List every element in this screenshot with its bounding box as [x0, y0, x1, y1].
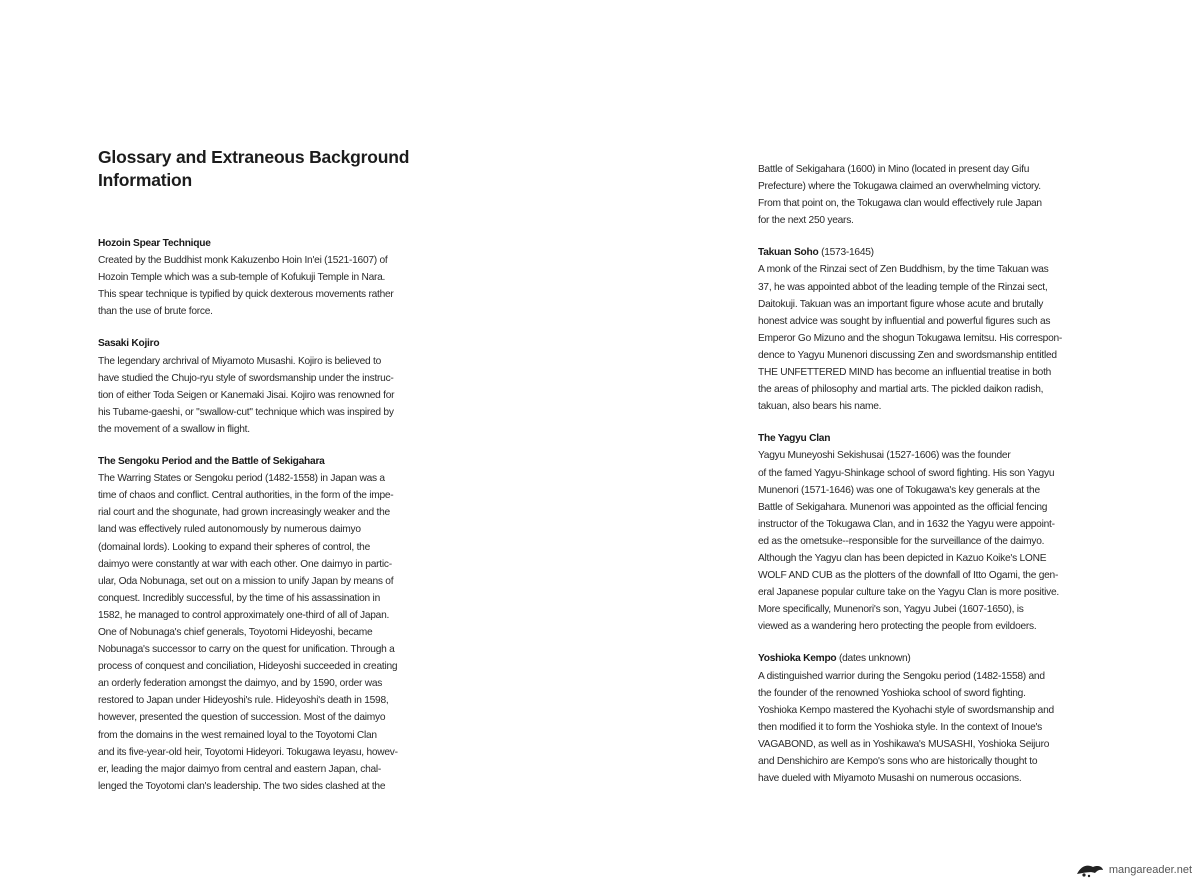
entry-body [98, 252, 433, 320]
text-line: an orderly federation amongst the daimyo, and by 1590, order was [98, 678, 383, 690]
text-line: from the domains in the west remained loyal to the Toyotomi Clan [98, 729, 377, 741]
text-line: daimyo were constantly at war with each other. One daimyo in partic- [98, 558, 392, 570]
entry-name: Sasaki Kojiro [98, 338, 160, 350]
text-line: the founder of the renowned Yoshioka school of sword fighting. [758, 687, 1026, 699]
text-line: for the next 250 years. [758, 215, 854, 227]
mangareader-logo-icon [1075, 862, 1105, 878]
text-line: ular, Oda Nobunaga, set out on a mission to unify Japan by means of [98, 575, 394, 587]
text-line: Battle of Sekigahara (1600) in Mino (located in present day Gifu [758, 164, 1030, 175]
glossary-entry-sengoku-period [98, 453, 433, 795]
text-line: This spear technique is typified by quick dexterous movements rather [98, 289, 394, 301]
text-line: time of chaos and conflict. Central authorities, in the form of the impe- [98, 490, 394, 502]
text-line: restored to Japan under Hideyoshi's rule. Hideyoshi's death in 1598, [98, 695, 389, 707]
right-column [758, 161, 1083, 802]
text-line: his Tubame-gaeshi, or "swallow-cut" technique which was inspired by [98, 406, 394, 418]
text-line: 1582, he managed to control approximately one-third of all of Japan. [98, 609, 390, 621]
text-line: then modified it to form the Yoshioka style. In the context of Inoue's [758, 721, 1043, 733]
text-line: 37, he was appointed abbot of the leading temple of the Rinzai sect, [758, 281, 1048, 293]
entry-body [758, 668, 1083, 788]
text-line: however, presented the question of succession. Most of the daimyo [98, 712, 386, 724]
entry-dates: (1573-1645) [821, 247, 874, 259]
text-line: WOLF AND CUB as the plotters of the downfall of Itto Ogami, the gen- [758, 570, 1059, 582]
text-line: rial court and the shogunate, had grown increasingly weaker and the [98, 507, 390, 519]
text-line: The legendary archrival of Miyamoto Musashi. Kojiro is believed to [98, 355, 382, 367]
text-line: conquest. Incredibly successful, by the time of his assassination in [98, 592, 380, 604]
text-line: viewed as a wandering hero protecting the people from evildoers. [758, 621, 1037, 633]
text-line: tion of either Toda Seigen or Kanemaki Jisai. Kojiro was renowned for [98, 389, 395, 401]
page-title [98, 146, 428, 192]
text-line: dence to Yagyu Munenori discussing Zen and swordsmanship entitled [758, 349, 1057, 361]
text-line: eral Japanese popular culture take on the Yagyu Clan is more positive. [758, 587, 1059, 599]
title-line: Information [98, 170, 193, 190]
text-line: The Warring States or Sengoku period (1482-1558) in Japan was a [98, 473, 385, 485]
text-line: land was effectively ruled autonomously by numerous daimyo [98, 524, 361, 536]
text-line: lenged the Toyotomi clan's leadership. The two sides clashed at the [98, 780, 386, 792]
text-line: A monk of the Rinzai sect of Zen Buddhism, by the time Takuan was [758, 264, 1049, 276]
glossary-entry-sasaki-kojiro [98, 335, 433, 438]
entry-body [98, 470, 433, 795]
text-line: (domainal lords). Looking to expand their spheres of control, the [98, 541, 370, 553]
text-line: From that point on, the Tokugawa clan would effectively rule Japan [758, 198, 1042, 210]
text-line: THE UNFETTERED MIND has become an influential treatise in both [758, 367, 1052, 379]
entry-heading [758, 244, 1083, 261]
entry-name: Hozoin Spear Technique [98, 238, 211, 249]
text-line: More specifically, Munenori's son, Yagyu Jubei (1607-1650), is [758, 604, 1024, 616]
text-line: er, leading the major daimyo from central and eastern Japan, chal- [98, 763, 382, 775]
text-line: have dueled with Miyamoto Musashi on numerous occasions. [758, 773, 1022, 785]
text-line: Daitokuji. Takuan was an important figure whose acute and brutally [758, 298, 1044, 310]
entry-name: Takuan Soho [758, 247, 819, 259]
text-line: process of conquest and conciliation, Hideyoshi succeeded in creating [98, 661, 398, 673]
text-line: Nobunaga's successor to carry on the quest for unification. Through a [98, 644, 395, 656]
text-line: and its five-year-old heir, Toyotomi Hideyori. Tokugawa Ieyasu, howev- [98, 746, 398, 758]
text-line: and Denshichiro are Kempo's sons who are historically thought to [758, 756, 1038, 767]
text-line: Hozoin Temple which was a sub-temple of Kofukuji Temple in Nara. [98, 272, 386, 284]
glossary-entry-yoshioka-kempo [758, 650, 1083, 787]
text-line: the movement of a swallow in flight. [98, 423, 250, 435]
entry-heading [98, 453, 433, 470]
text-line: Prefecture) where the Tokugawa claimed an overwhelming victory. [758, 181, 1041, 193]
entry-heading [758, 650, 1083, 667]
entry-dates: (dates unknown) [839, 653, 911, 665]
text-line: Although the Yagyu clan has been depicted in Kazuo Koike's LONE [758, 552, 1047, 564]
entry-name: Yoshioka Kempo [758, 653, 837, 665]
text-line: Battle of Sekigahara. Munenori was appointed as the official fencing [758, 501, 1048, 513]
entry-body [98, 353, 433, 438]
text-line: Emperor Go Mizuno and the shogun Tokugawa Iemitsu. His correspon- [758, 332, 1063, 344]
entry-body [758, 261, 1083, 415]
text-line: A distinguished warrior during the Sengoku period (1482-1558) and [758, 670, 1045, 682]
text-line: of the famed Yagyu-Shinkage school of sword fighting. His son Yagyu [758, 467, 1055, 479]
text-line: the areas of philosophy and martial arts. The pickled daikon radish, [758, 384, 1044, 396]
text-line: Munenori (1571-1646) was one of Tokugawa's key generals at the [758, 484, 1040, 496]
text-line: takuan, also bears his name. [758, 401, 882, 413]
text-line: VAGABOND, as well as in Yoshikawa's MUSASHI, Yoshioka Seijuro [758, 738, 1050, 750]
text-line: instructor of the Tokugawa Clan, and in 1632 the Yagyu were appoint- [758, 518, 1055, 530]
title-line: Glossary and Extraneous Background [98, 147, 410, 167]
glossary-entry-yagyu-clan [758, 430, 1083, 635]
entry-body [758, 447, 1083, 635]
watermark[interactable] [1075, 862, 1192, 878]
right-page [600, 0, 1200, 884]
left-column [98, 235, 433, 810]
text-line: Yoshioka Kempo mastered the Kyohachi style of swordsmanship and [758, 704, 1054, 716]
watermark-text: mangareader.net [1108, 864, 1192, 876]
text-line: than the use of brute force. [98, 306, 213, 318]
glossary-entry-hozoin [98, 235, 433, 320]
text-line: honest advice was sought by influential and powerful figures such as [758, 315, 1051, 327]
text-line: ed as the ometsuke--responsible for the surveillance of the daimyo. [758, 535, 1045, 547]
entry-heading [98, 235, 433, 252]
entry-heading [758, 430, 1083, 447]
continued-text [758, 161, 1083, 229]
text-line: One of Nobunaga's chief generals, Toyotomi Hideyoshi, became [98, 626, 373, 638]
entry-name: The Sengoku Period and the Battle of Sekigahara [98, 456, 325, 468]
entry-name: The Yagyu Clan [758, 433, 831, 445]
text-line: Created by the Buddhist monk Kakuzenbo Hoin In'ei (1521-1607) of [98, 255, 388, 267]
entry-heading [98, 335, 433, 352]
glossary-entry-takuan-soho [758, 244, 1083, 415]
text-line: Yagyu Muneyoshi Sekishusai (1527-1606) was the founder [758, 450, 1011, 462]
text-line: have studied the Chujo-ryu style of swordsmanship under the instruc- [98, 372, 394, 384]
